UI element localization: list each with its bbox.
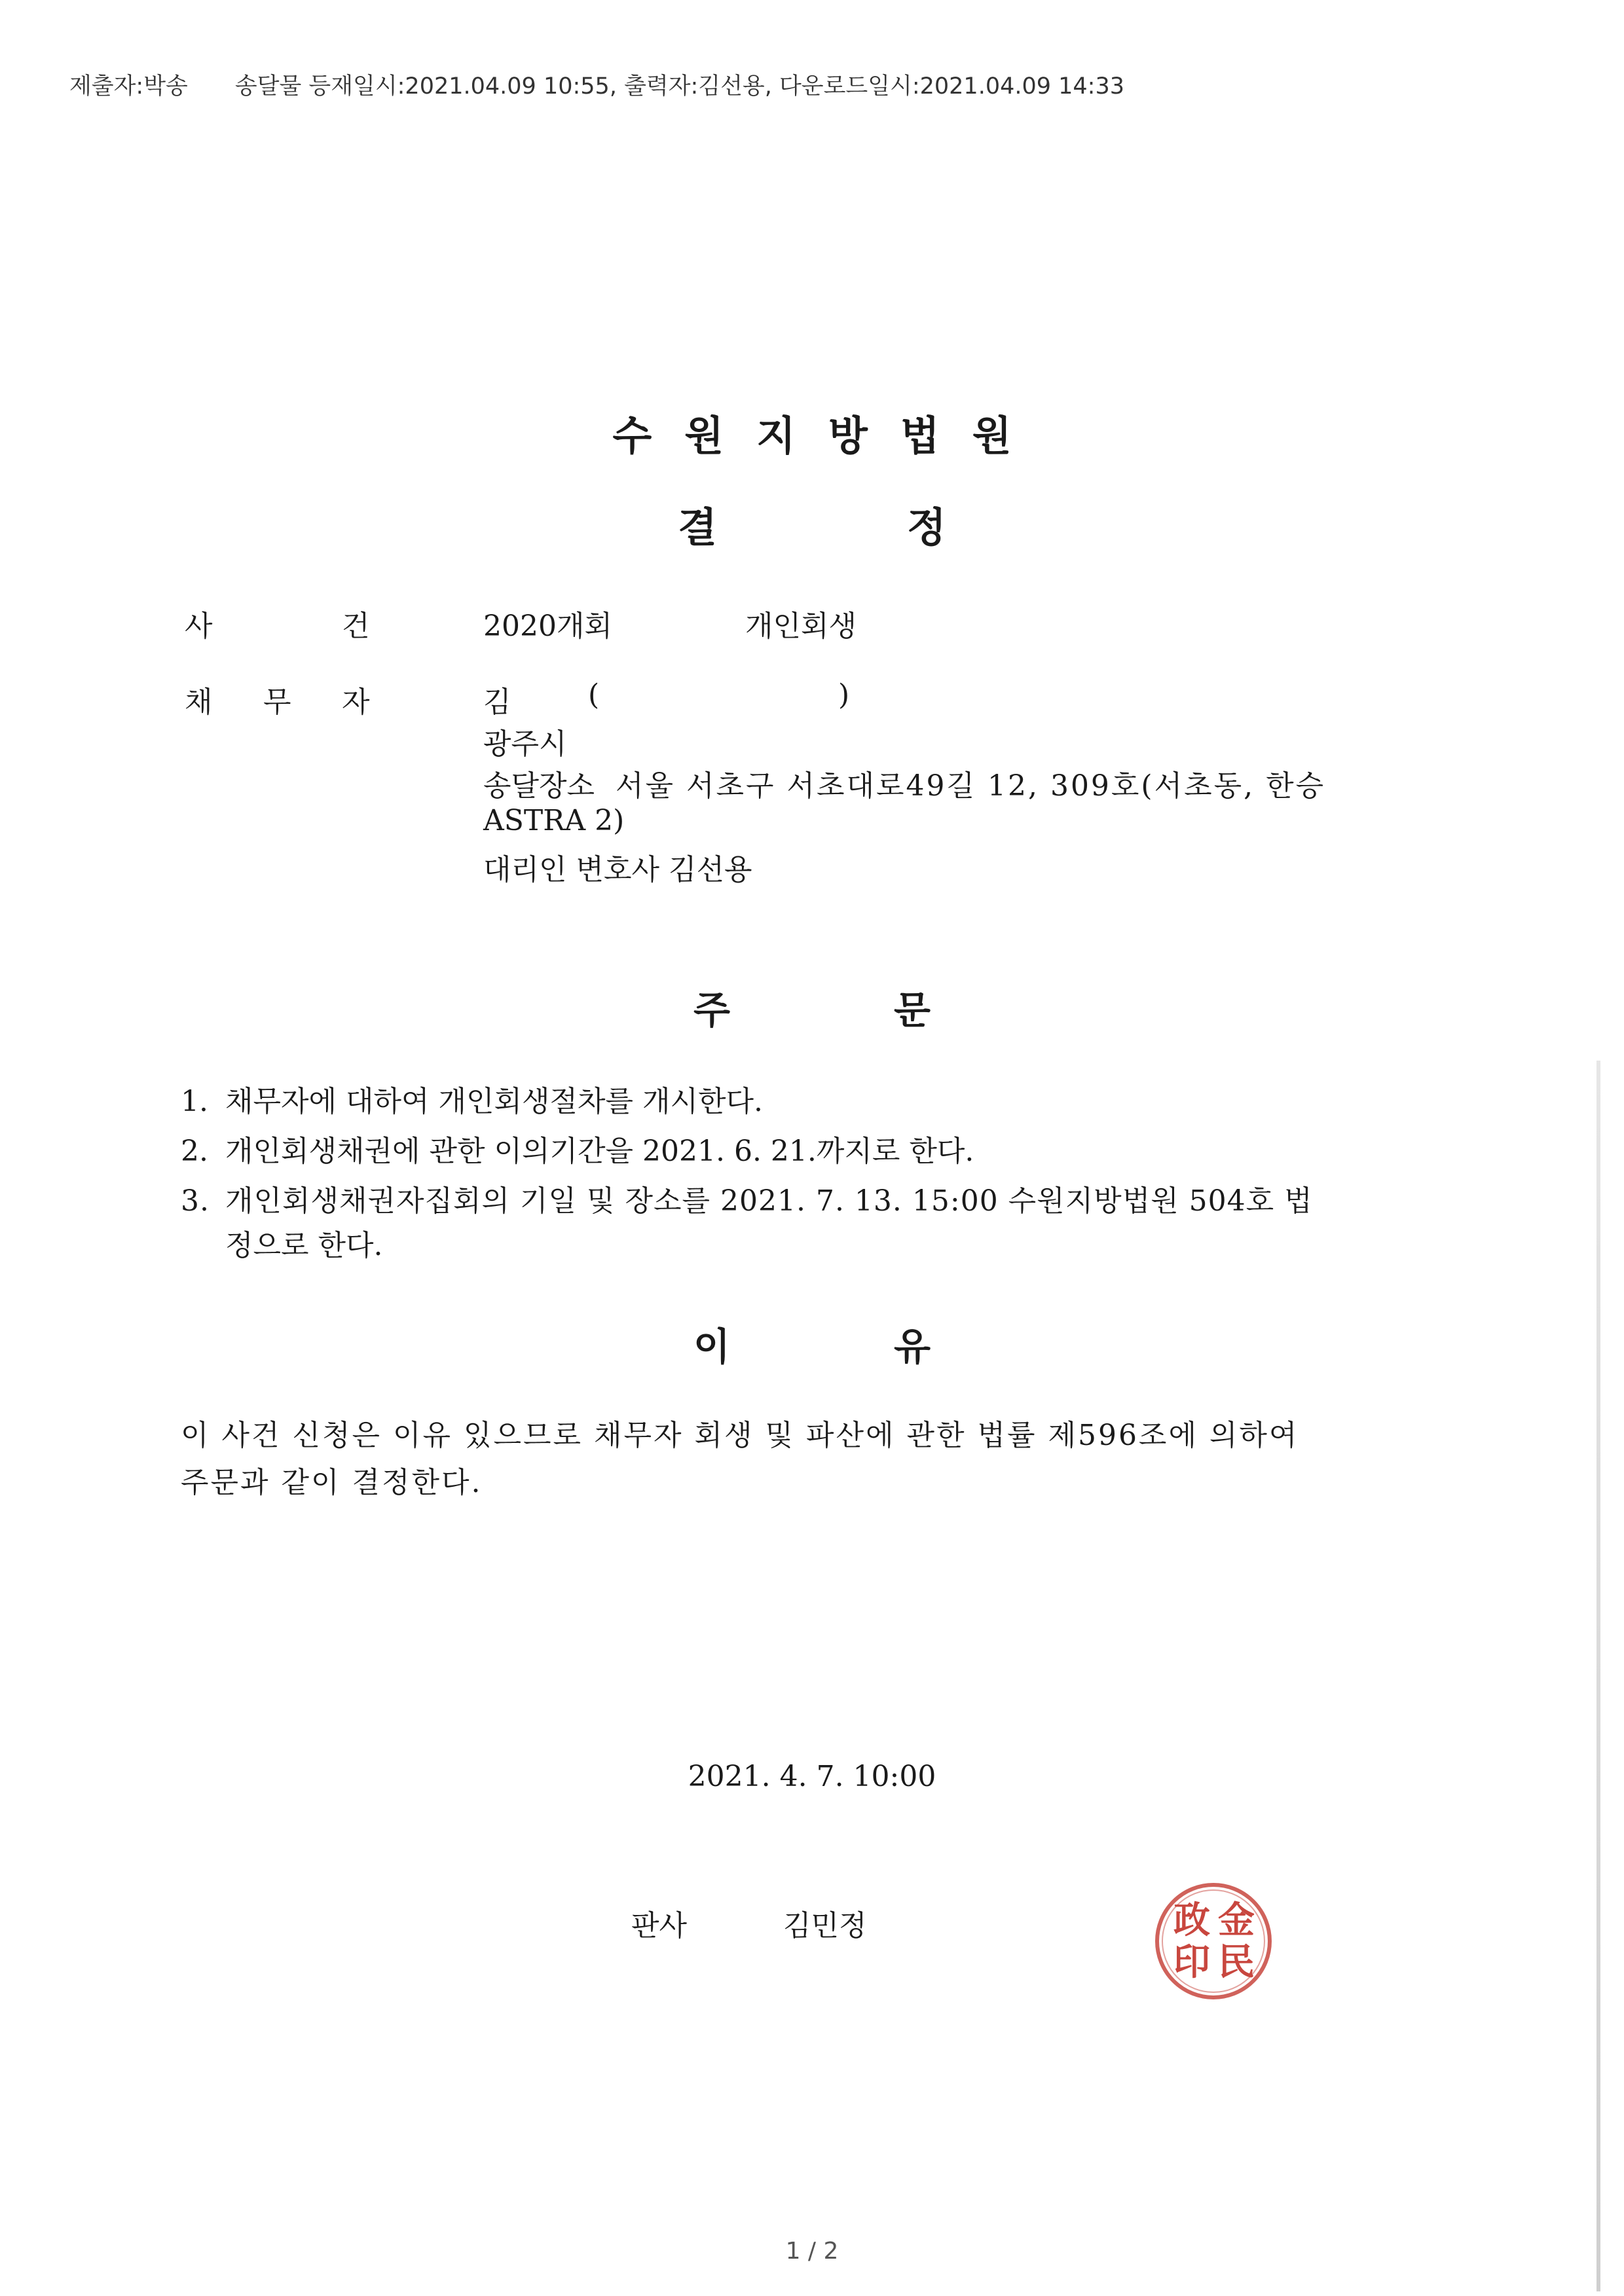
order-text-3: 개인회생채권자집회의 기일 및 장소를 2021. 7. 13. 15:00 수원지방법원 504호 법 [225,1184,1313,1218]
seal-char-1: 金 [1218,1899,1255,1942]
reason-head-right: 유 [894,1324,931,1369]
page-number: 1 / 2 [785,2238,839,2265]
case-label-left: 사 [185,610,213,643]
case-label-right: 건 [342,610,370,643]
seal-char-4: 印 [1173,1941,1210,1984]
case-type: 개인회생 [745,610,857,643]
delivery-address-line1: 서울 서초구 서초대로49길 12, 309호(서초동, 한승 [616,769,1326,803]
judge-seal-icon [1151,1879,1276,2003]
debtor-paren-close: ) [838,678,850,712]
order-text-3-cont: 정으로 한다. [225,1229,383,1262]
header-meta [69,68,1124,101]
order-head-left: 주 [693,988,730,1032]
debtor-name: 김 [483,685,511,719]
debtor-label-1: 채 [185,685,213,719]
order-num-2: 2. [181,1135,208,1168]
judge-title: 판사 [631,1909,688,1942]
order-text-1: 채무자에 대하여 개인회생절차를 개시한다. [225,1085,764,1118]
title-char-left: 결 [678,503,717,551]
judge-name: 김민정 [783,1909,867,1942]
order-heading [0,979,1624,1034]
debtor-agent: 대리인 변호사 김선용 [483,853,752,886]
order-head-right: 문 [894,988,931,1032]
submitter-text: 제출자:박송 [69,73,188,100]
order-item-1 [181,1078,763,1120]
order-num-3: 3. [181,1184,210,1218]
seal-char-2: 民 [1218,1941,1255,1984]
court-name: 수원지방법원 [612,412,1044,460]
document-title [0,495,1624,553]
debtor-label-3: 자 [342,685,370,719]
reason-line-1: 이 사건 신청은 이유 있으므로 채무자 회생 및 파산에 관한 법률 제596조에 의하여 [181,1419,1299,1452]
scan-edge-line [1596,1061,1600,2291]
debtor-address: 광주시 [483,727,567,761]
debtor-label-2: 무 [263,685,291,719]
decision-date: 2021. 4. 7. 10:00 [688,1760,936,1793]
order-text-2: 개인회생채권에 관한 이의기간을 2021. 6. 21.까지로 한다. [225,1135,974,1168]
delivery-meta-text: 송달물 등재일시:2021.04.09 10:55, 출력자:김선용, 다운로드일시:2021.04.09 14:33 [234,73,1125,100]
reason-heading [0,1316,1624,1371]
seal-char-3: 政 [1173,1899,1210,1942]
debtor-paren-open: ( [588,678,600,712]
case-number: 2020개회 [483,610,612,643]
delivery-label: 송달장소 [483,769,595,803]
reason-line-2: 주문과 같이 결정한다. [181,1466,483,1499]
order-item-2 [181,1127,974,1169]
order-num-1: 1. [181,1085,208,1118]
delivery-address-line2: ASTRA 2) [483,804,625,837]
title-char-right: 정 [907,503,946,551]
reason-head-left: 이 [693,1324,730,1369]
order-item-3 [181,1177,1313,1219]
